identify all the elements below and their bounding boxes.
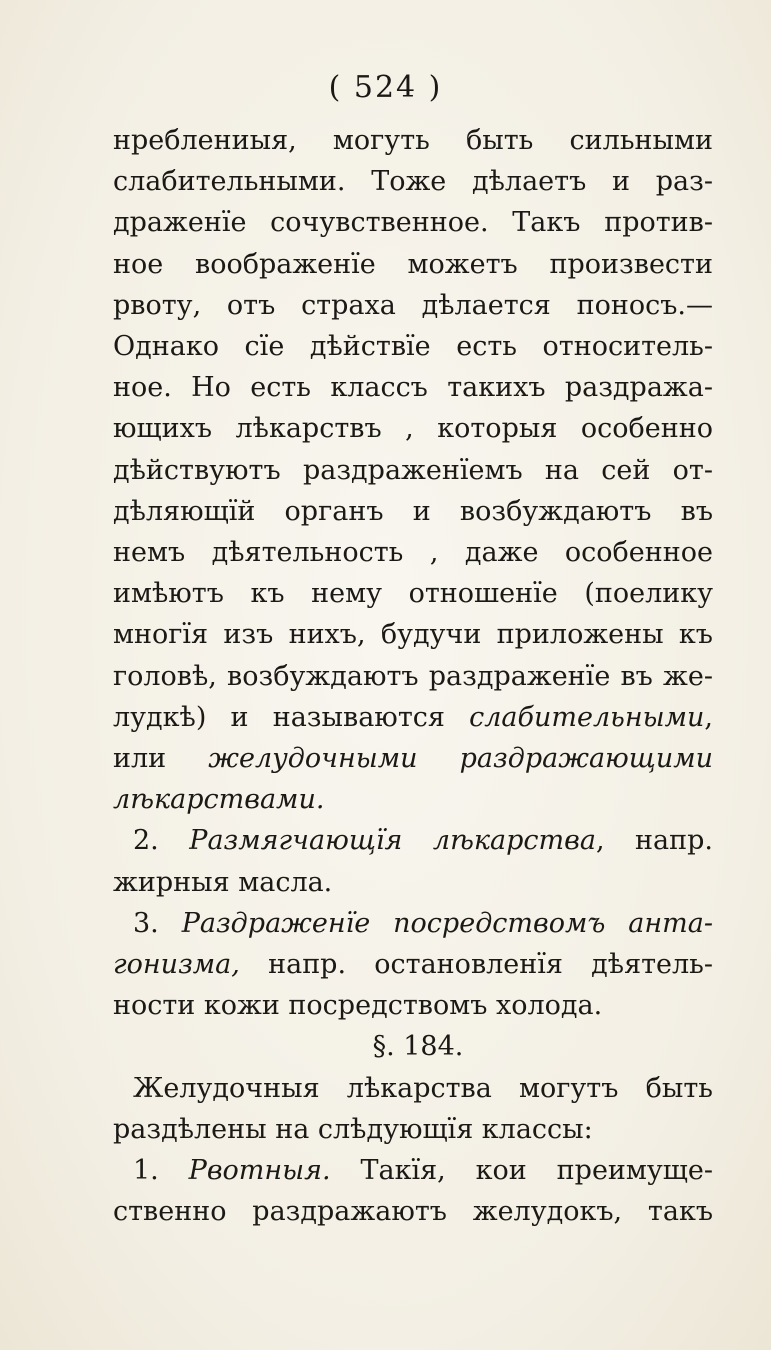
text-line: ющихъ лѣкарствъ , которыя особенно [113,413,713,445]
list-item-2: 2. Размягчающїя лѣкарства, напр. [133,825,713,857]
italic-term: Раздраженїе посредствомъ анта- [181,907,714,939]
list-item-1: 1. Рвотныя. Такїя, кои преимуще- [133,1155,714,1187]
text-line: немъ дѣятельность , даже особенное [113,537,713,569]
text-line: дѣйствуютъ раздраженїемъ на сей от- [113,454,713,486]
text-line: раздѣлены на слѣдующїя классы: [113,1113,593,1145]
text-line: слабительными. Тоже дѣлаетъ и раз- [113,166,713,198]
text-line: ственно раздражаютъ желудокъ, такъ [113,1196,713,1228]
text-line: имѣютъ къ нему отношенїе (поелику [113,578,713,610]
list-item-3: 3. Раздраженїе посредствомъ анта- [133,907,714,939]
italic-term: Рвотныя. [188,1155,331,1187]
text-line: дѣляющїй органъ и возбуждаютъ въ [113,495,713,527]
text-line: жирныя масла. [113,866,333,898]
italic-term: слабительными [469,701,705,733]
text-line: лудкѣ) и называются слабительными, [113,701,713,733]
text-line: рвоту, отъ страха дѣлается поносъ.— [113,289,713,321]
page-number-header: ( 524 ) [328,70,443,105]
italic-term: гонизма, [113,949,240,981]
text-line: ное воображенїе можетъ произвести [113,248,713,280]
text-line: ное. Но есть классъ такихъ раздража- [113,372,713,404]
text-line: Желудочныя лѣкарства могутъ быть [133,1072,713,1104]
text-line [113,779,713,820]
text-line: нреблениыя, могуть быть сильными [113,125,713,156]
italic-term: желудочными раздражающими [208,743,713,775]
text-line: головѣ, возбуждаютъ раздраженїе въ же- [113,660,713,692]
text-line: гонизма, напр. остановленїя дѣятель- [113,949,713,981]
section-heading: §. 184. [372,1031,464,1063]
italic-term: лѣкарствами. [113,784,325,816]
body-text [113,120,713,1232]
text-line: или желудочными раздражающими [113,743,713,775]
text-line: многїя изъ нихъ, будучи приложены къ [113,619,713,651]
italic-term: Размягчающїя лѣкарства [189,825,596,857]
text-line: Однако сїе дѣйствїе есть относитель- [113,331,713,363]
text-line: драженїе сочувственное. Такъ против- [113,207,713,239]
text-line: ности кожи посредствомъ холода. [113,990,603,1022]
